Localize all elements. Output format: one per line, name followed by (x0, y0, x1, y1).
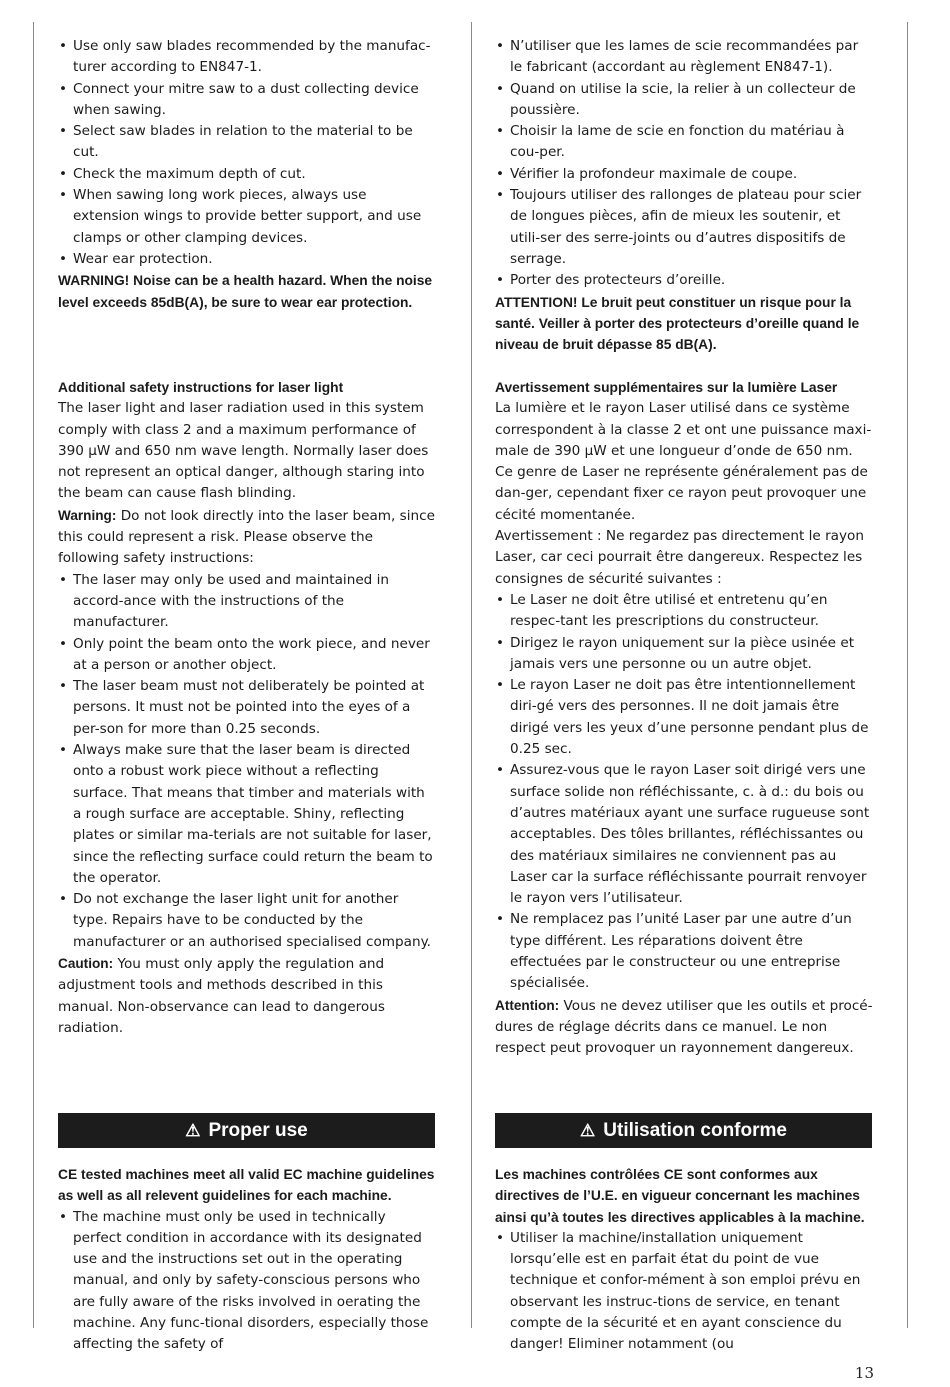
left-safety-block (58, 36, 436, 313)
right-safety-list (495, 36, 873, 292)
laser-warning-text: Do not look directly into the laser beam, since this could represent a risk. Please observe the following safety instructions: (58, 507, 435, 567)
right-margin-rule (907, 22, 908, 1328)
attention-label: Attention: (495, 997, 560, 1013)
laser-heading: Additional safety instructions for laser light (58, 380, 344, 395)
list-item: • Toujours utiliser des rallonges de plateau pour scier de longues pièces, afin de mieux les soutenir, et utili-ser des serre-joints ou d’autres dispositifs de serrage. (495, 185, 873, 270)
list-item: • Assurez-vous que le rayon Laser soit dirigé vers une surface solide non réfléchissante, c. à d.: du bois ou d’autres matériaux ayant une surface rugueuse sont acceptables. Des tôles brillantes, réfléchissantes ou des matériaux similaires ne conviennent pas au Laser car la surface réfléchissante pourrait renvoyer le rayon vers l’utilisateur. (495, 760, 873, 909)
list-item: • Connect your mitre saw to a dust collecting device when sawing. (58, 79, 436, 122)
noise-warning: ATTENTION! Le bruit peut constituer un risque pour la santé. Veiller à porter des protecteurs d’oreille quand le niveau de bruit dépasse 85 dB(A). (495, 294, 860, 353)
attention-paragraph (495, 995, 873, 1060)
right-proper-use-block (495, 1164, 873, 1356)
section-title: Proper use (208, 1119, 308, 1141)
list-item: • Ne remplacez pas l’unité Laser par une autre d’un type différent. Les réparations doivent être effectuées par le constructeur ou une entreprise spécialisée. (495, 909, 873, 994)
laser-heading: Avertissement supplémentaires sur la lumière Laser (495, 380, 838, 395)
list-item: • Select saw blades in relation to the material to be cut. (58, 121, 436, 164)
attention-text: Vous ne devez utiliser que les outils et procé-dures de réglage décrits dans ce manuel. Le non respect peut provoquer un rayonnement dangereux. (495, 997, 873, 1057)
center-divider-rule (471, 22, 472, 1328)
list-item: • Choisir la lame de scie en fonction du matériau à cou-per. (495, 121, 873, 164)
proper-use-lead: Les machines contrôlées CE sont conformes aux directives de l’U.E. en vigueur concernant les machines ainsi qu’à toutes les directives applicables à la machine. (495, 1167, 865, 1225)
left-margin-rule (33, 22, 34, 1328)
proper-use-list (58, 1207, 436, 1356)
laser-list (495, 590, 873, 995)
laser-intro: The laser light and laser radiation used in this system comply with class 2 and a maximum performance of 390 µW and 650 nm wave length. Normally laser does not represent an optical danger, although staring into the beam can cause flash blinding. (58, 400, 429, 502)
list-item: • The machine must only be used in technically perfect condition in accordance with its designated use and the instructions set out in the operating manual, and only by safety-conscious persons who are fully aware of the risks involved in oerating the machine. Any func-tional disorders, especially those affecting the safety of (58, 1207, 436, 1356)
list-item: • The laser beam must not deliberately be pointed at persons. It must not be pointed into the eyes of a per-son for more than 0.25 seconds. (58, 676, 436, 740)
page-number: 13 (854, 1364, 874, 1382)
list-item: • Always make sure that the laser beam is directed onto a robust work piece without a reflecting surface. That means that timber and materials with a rough surface are acceptable. Shiny, reflecting plates or similar ma-terials are not suitable for laser, since the reflecting surface could return the beam to the operator. (58, 740, 436, 889)
list-item: • Wear ear protection. (58, 249, 436, 270)
utilisation-conforme-header (495, 1113, 872, 1148)
list-item: • Utiliser la machine/installation uniquement lorsqu’elle est en parfait état du point de vue technique et confor-mément à son emploi prévu en observant les instruc-tions de service, en tenant compte de la sécurité et en ayant conscience du danger! Eliminer notamment (ou (495, 1228, 873, 1356)
list-item: • Vérifier la profondeur maximale de coupe. (495, 164, 873, 185)
right-safety-block (495, 36, 873, 355)
proper-use-header (58, 1113, 435, 1148)
warning-triangle-icon: ⚠ (185, 1121, 201, 1140)
caution-label: Caution: (58, 956, 114, 972)
section-title: Utilisation conforme (603, 1119, 787, 1141)
laser-list (58, 570, 436, 953)
laser-warning-paragraph: Avertissement : Ne regardez pas directement le rayon Laser, car ceci pourrait être dangereux. Respectez les consignes de sécurité suivantes : (495, 528, 864, 587)
list-item: • Porter des protecteurs d’oreille. (495, 270, 873, 291)
proper-use-list (495, 1228, 873, 1356)
left-safety-list (58, 36, 436, 270)
list-item: • Only point the beam onto the work piece, and never at a person or another object. (58, 634, 436, 677)
caution-paragraph (58, 953, 436, 1039)
warning-triangle-icon: ⚠ (580, 1121, 596, 1140)
list-item: • Do not exchange the laser light unit for another type. Repairs have to be conducted by the manufacturer or an authorised specialised company. (58, 889, 436, 953)
laser-warning-label: Warning: (58, 507, 117, 523)
list-item: • Le Laser ne doit être utilisé et entretenu qu’en respec-tant les prescriptions du constructeur. (495, 590, 873, 633)
list-item: • N’utiliser que les lames de scie recommandées par le fabricant (accordant au règlement EN847-1). (495, 36, 873, 79)
right-laser-block (495, 377, 873, 1060)
proper-use-lead: CE tested machines meet all valid EC machine guidelines as well as all relevent guidelines for each machine. (58, 1167, 435, 1204)
left-proper-use-block (58, 1164, 436, 1356)
list-item: • The laser may only be used and maintained in accord-ance with the instructions of the manufacturer. (58, 570, 436, 634)
noise-warning: WARNING! Noise can be a health hazard. When the noise level exceeds 85dB(A), be sure to wear ear protection. (58, 273, 433, 310)
caution-text: You must only apply the regulation and adjustment tools and methods described in this manual. Non-observance can lead to dangerous radiation. (58, 956, 385, 1036)
laser-warning-paragraph (58, 505, 436, 570)
list-item: • When sawing long work pieces, always use extension wings to provide better support, and use clamps or other clamping devices. (58, 185, 436, 249)
left-laser-block (58, 377, 436, 1039)
list-item: • Le rayon Laser ne doit pas être intentionnellement diri-gé vers des personnes. Il ne doit jamais être dirigé vers les yeux d’une personne pendant plus de 0.25 sec. (495, 675, 873, 760)
list-item: • Dirigez le rayon uniquement sur la pièce usinée et jamais vers une personne ou un autre objet. (495, 633, 873, 676)
list-item: • Quand on utilise la scie, la relier à un collecteur de poussière. (495, 79, 873, 122)
laser-intro: La lumière et le rayon Laser utilisé dans ce système correspondent à la classe 2 et ont une puissance maxi-male de 390 µW et une longueur d’onde de 650 nm. Ce genre de Laser ne représente généralement pas de dan-ger, cependant fixer ce rayon peut provoquer une cécité momentanée. (495, 400, 872, 523)
list-item: • Use only saw blades recommended by the manufac-turer according to EN847-1. (58, 36, 436, 79)
list-item: • Check the maximum depth of cut. (58, 164, 436, 185)
